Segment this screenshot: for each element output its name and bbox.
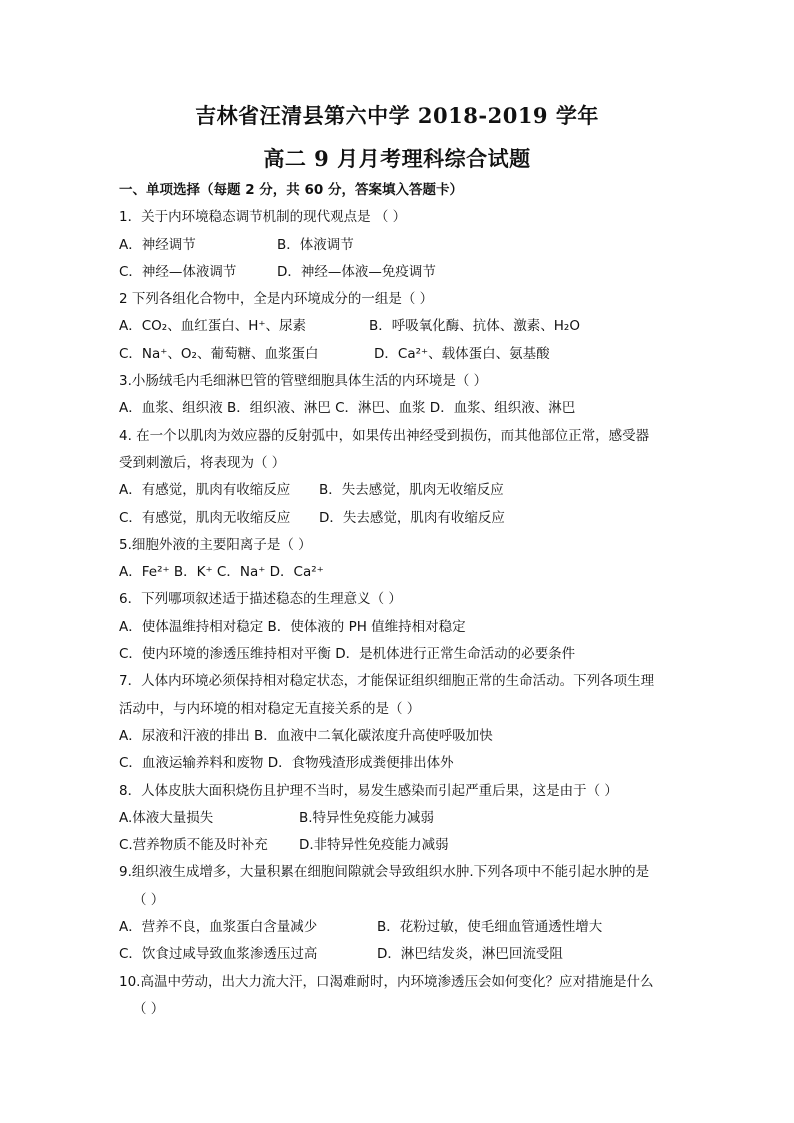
question-8-options-row2: [119, 832, 679, 859]
question-2-options-row1: [119, 313, 679, 340]
question-9-options-row2: [119, 941, 679, 968]
question-3-stem: 3.小肠绒毛内毛细淋巴管的管壁细胞具体生活的内环境是（ ）: [119, 373, 488, 390]
question-8-option-d: D.非特异性免疫能力减弱: [299, 837, 449, 854]
question-2-stem: 2 下列各组化合物中，全是内环境成分的一组是（ ）: [119, 291, 434, 308]
question-8-option-b: B.特异性免疫能力减弱: [299, 809, 435, 826]
question-1-stem: 1．关于内环境稳态调节机制的现代观点是 （ ）: [119, 209, 407, 226]
question-9-stem-line2: （ ）: [133, 891, 165, 908]
question-10-stem-line1: 10.高温中劳动，出大力流大汗，口渴难耐时，内环境渗透压会如何变化？应对措施是什么: [119, 973, 654, 990]
question-9-options-row1: [119, 914, 679, 941]
question-9-option-c: C．饮食过咸导致血浆渗透压过高: [119, 946, 318, 963]
question-1-option-d: D．神经—体液—免疫调节: [277, 263, 436, 280]
question-2-option-a: A．CO₂、血红蛋白、H⁺、尿素: [119, 318, 306, 335]
question-8-options-row1: [119, 805, 679, 832]
question-9-option-d: D．淋巴结发炎，淋巴回流受阻: [377, 946, 563, 963]
question-1-options-row2: [119, 259, 679, 286]
question-9-stem-line1: 9.组织液生成增多，大量积累在细胞间隙就会导致组织水肿.下列各项中不能引起水肿的是: [119, 864, 650, 881]
question-7-options-line1: A．尿液和汗液的排出 B．血液中二氧化碳浓度升高使呼吸加快: [119, 727, 493, 744]
question-4-stem-line1: 4. 在一个以肌肉为效应器的反射弧中，如果传出神经受到损伤，而其他部位正常，感受器: [119, 427, 650, 444]
question-1-option-c: C．神经—体液调节: [119, 263, 237, 280]
question-2-options-row2: [119, 341, 679, 368]
question-8-option-a: A.体液大量损失: [119, 809, 214, 826]
question-1-option-b: B．体液调节: [277, 236, 354, 253]
question-4-option-a: A．有感觉，肌肉有收缩反应: [119, 482, 291, 499]
question-5-options: A．Fe²⁺ B．K⁺ C．Na⁺ D．Ca²⁺: [119, 564, 324, 581]
question-1-option-a: A．神经调节: [119, 236, 196, 253]
question-9-option-a: A．营养不良，血浆蛋白含量减少: [119, 919, 318, 936]
question-7-stem-line2: 活动中，与内环境的相对稳定无直接关系的是（ ）: [119, 700, 421, 717]
question-8-option-c: C.营养物质不能及时补充: [119, 837, 268, 854]
question-7-options-line2: C．血液运输养料和废物 D．食物残渣形成粪便排出体外: [119, 755, 454, 772]
question-10-stem-line2: （ ）: [133, 1000, 165, 1017]
question-2-option-c: C．Na⁺、O₂、葡萄糖、血浆蛋白: [119, 345, 319, 362]
question-6-stem: 6．下列哪项叙述适于描述稳态的生理意义（ ）: [119, 591, 402, 608]
question-4-stem-line2: 受到刺激后，将表现为（ ）: [119, 454, 286, 471]
question-9-option-b: B．花粉过敏，使毛细血管通透性增大: [377, 919, 603, 936]
question-8-stem: 8．人体皮肤大面积烧伤且护理不当时，易发生感染而引起严重后果，这是由于（ ）: [119, 782, 618, 799]
exam-title-line1: 吉林省汪清县第六中学 2018-2019 学年: [195, 103, 599, 128]
question-4-options-row2: [119, 505, 679, 532]
question-2-option-d: D．Ca²⁺、载体蛋白、氨基酸: [374, 345, 550, 362]
question-3-options: A．血浆、组织液 B．组织液、淋巴 C．淋巴、血浆 D．血浆、组织液、淋巴: [119, 400, 576, 417]
question-6-options-line2: C．使内环境的渗透压维持相对平衡 D．是机体进行正常生命活动的必要条件: [119, 646, 576, 663]
question-list: [119, 177, 679, 1023]
question-6-options-line1: A．使体温维持相对稳定 B．使体液的 PH 值维持相对稳定: [119, 618, 466, 635]
question-4-options-row1: [119, 477, 679, 504]
question-4-option-c: C．有感觉，肌肉无收缩反应: [119, 509, 291, 526]
exam-title-line2: 高二 9 月月考理科综合试题: [263, 146, 531, 171]
question-5-stem: 5.细胞外液的主要阳离子是（ ）: [119, 536, 312, 553]
question-7-stem-line1: 7．人体内环境必须保持相对稳定状态，才能保证组织细胞正常的生命活动。下列各项生理: [119, 673, 655, 690]
question-4-option-d: D．失去感觉，肌肉有收缩反应: [319, 509, 505, 526]
question-4-option-b: B．失去感觉，肌肉无收缩反应: [319, 482, 504, 499]
question-2-option-b: B．呼吸氧化酶、抗体、激素、H₂O: [369, 318, 580, 335]
question-1-options-row1: [119, 232, 679, 259]
section-heading: 一、单项选择（每题 2 分，共 60 分，答案填入答题卡）: [119, 182, 463, 198]
